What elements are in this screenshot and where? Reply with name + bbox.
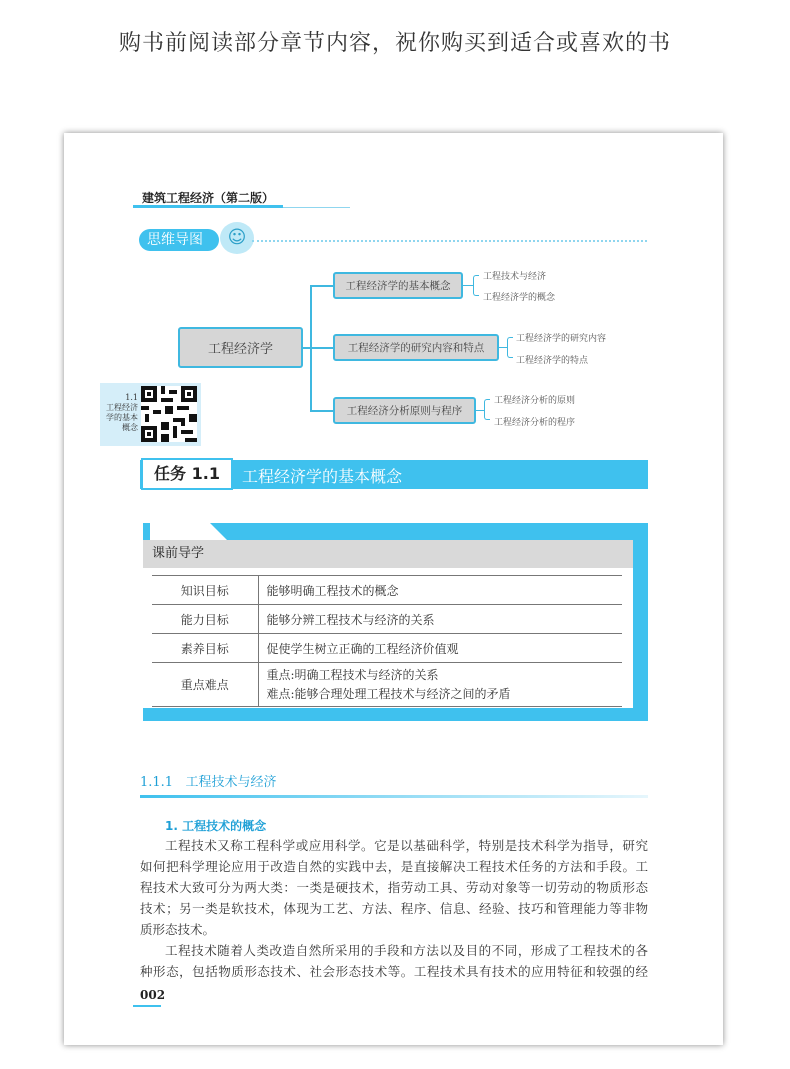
mindmap-branch: 工程经济学的研究内容和特点 [333,334,499,361]
mindmap-branch: 工程经济学的基本概念 [333,272,463,299]
section-number: 1.1.1 [140,775,174,790]
body-line: 工程技术又称工程科学或应用科学。它是以基础科学，特别是技术科学为指导，研究 [165,838,648,853]
mindmap-leaf: 工程经济学的特点 [516,356,589,366]
body-line: 质形态技术。 [140,922,216,937]
section-title: 工程技术与经济 [185,775,277,790]
task-number: 任务 1.1 [141,458,233,490]
book-title: 建筑工程经济（第二版） [142,191,275,205]
body-line: 工程技术随着人类改造自然所采用的手段和方法以及目的不同，形成了工程技术的各 [165,943,648,958]
mindmap-leaf: 工程经济分析的程序 [494,418,576,428]
table-row: 重点难点 重点:明确工程技术与经济的关系 难点:能够合理处理工程技术与经济之间的矛盾 [152,663,622,707]
body-line: 种形态，包括物质形态技术、社会形态技术等。工程技术具有技术的应用特征和较强的经 [140,964,648,979]
preview-banner: 购书前阅读部分章节内容，祝你购买到适合或喜欢的书 [118,31,671,56]
qr-label: 学的基本 [106,413,138,422]
mindmap-leaf: 工程经济学的研究内容 [516,334,607,344]
table-row: 能力目标 能够分辨工程技术与经济的关系 [152,605,622,634]
mindmap-branch: 工程经济分析原则与程序 [333,397,476,424]
table-row: 知识目标 能够明确工程技术的概念 [152,576,622,605]
table-row: 素养目标 促使学生树立正确的工程经济价值观 [152,634,622,663]
mascot-icon: ☺ [220,222,254,254]
subsection-heading: 1. 工程技术的概念 [165,819,267,833]
qr-panel [100,383,201,446]
section-rule [140,795,648,798]
qr-label: 1.1 [125,393,138,402]
mindmap-leaf: 工程技术与经济 [483,272,547,282]
mindmap-root: 工程经济学 [178,327,303,368]
mindmap-title: 思维导图 [139,229,219,251]
section-heading [140,771,277,790]
qr-label: 概念 [122,423,138,432]
qr-label: 工程经济 [106,403,138,412]
key-point: 重点:明确工程技术与经济的关系 [266,667,439,682]
body-line: 技术；另一类是软技术，体现为工艺、方法、程序、信息、经验、技巧和管理能力等非物 [140,901,648,916]
prestudy-title: 课前导学 [143,540,633,568]
body-line: 程技术大致可分为两大类：一类是硬技术，指劳动工具、劳动对象等一切劳动的物质形态 [140,880,648,895]
body-line: 如何把科学理论应用于改造自然的实践中去，是直接解决工程技术任务的方法和手段。工 [140,859,648,874]
header-rule-accent [133,205,283,208]
task-title: 工程经济学的基本概念 [242,467,403,486]
dotted-rule [252,240,647,242]
prestudy-table [152,575,622,707]
footer-rule [133,1005,161,1007]
mindmap-leaf: 工程经济分析的原则 [494,396,576,406]
difficult-point: 难点:能够合理处理工程技术与经济之间的矛盾 [266,686,511,701]
page-number: 002 [140,988,166,1002]
qr-code-icon[interactable] [141,386,197,442]
mindmap-leaf: 工程经济学的概念 [483,293,556,303]
